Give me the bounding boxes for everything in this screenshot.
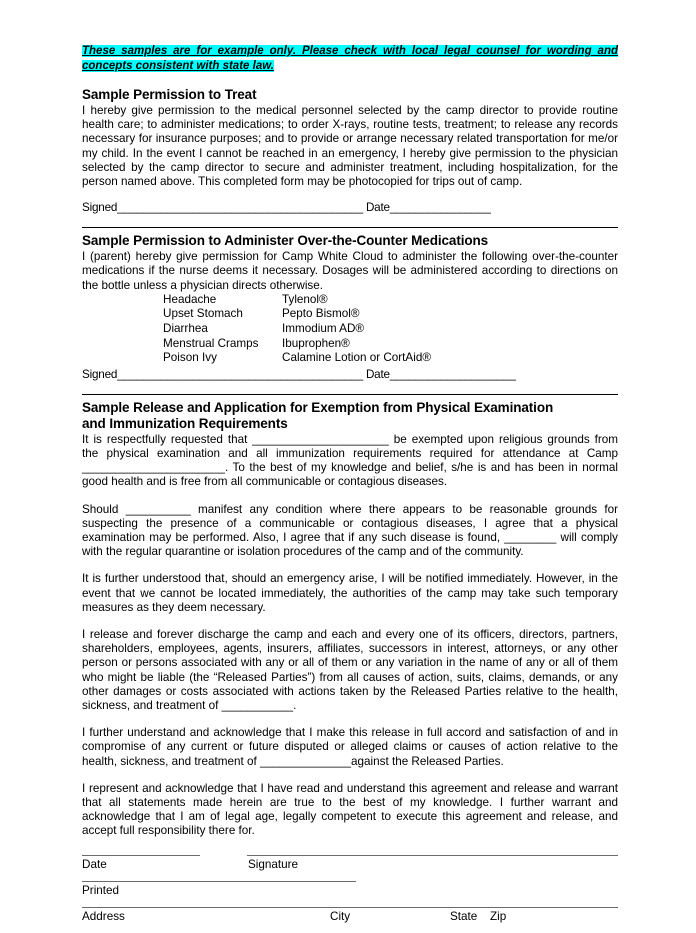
signature-field-line[interactable]: [247, 855, 618, 856]
medication-ailment: Headache: [163, 292, 217, 306]
signature-row-date: [82, 855, 618, 881]
section-title-permission-to-treat: Sample Permission to Treat: [82, 87, 257, 102]
date-field-line[interactable]: [82, 855, 200, 856]
table-row: [163, 351, 431, 366]
printed-field-line[interactable]: [82, 881, 356, 882]
section-divider-2: [82, 394, 618, 395]
printed-label: Printed: [82, 883, 120, 897]
section-divider-1: [82, 227, 618, 228]
medication-ailment: Menstrual Cramps: [163, 336, 259, 350]
medication-brand: Pepto Bismol®: [282, 307, 360, 321]
signature-row-printed: [82, 881, 618, 907]
section1-paragraph: I hereby give permission to the medical personnel selected by the camp director to provide routine health care; to administer medications; to order X-rays, routine tests, treatment; to release any records necessary for insurance purposes; and to provide or arrange necessary related transportation for me/or my child. In the event I cannot be reached in an emergency, I hereby give permission to the physician selected by the camp director to secure and administer treatment, including hospitalization, for the person named above. This completed form may be photocopied for trips out of camp.: [82, 104, 618, 189]
table-row: [163, 307, 431, 322]
medication-ailment: Diarrhea: [163, 322, 208, 336]
state-label: State: [450, 909, 478, 923]
medication-table: [163, 293, 431, 366]
address-label: Address: [82, 909, 125, 923]
legal-notice-banner: [82, 44, 618, 73]
medication-ailment: Poison Ivy: [163, 351, 217, 365]
table-row: [163, 322, 431, 337]
zip-label: Zip: [490, 909, 507, 923]
section1-signature-line[interactable]: Signed_______________________________________ Date________________: [82, 201, 491, 215]
section2-signature-line[interactable]: Signed_______________________________________ Date____________________: [82, 367, 516, 381]
address-field-line[interactable]: [82, 907, 618, 908]
section-title-exemption-release: [82, 400, 618, 432]
medication-brand: Immodium AD®: [282, 322, 365, 336]
signature-label: Signature: [248, 857, 299, 871]
signature-block: [82, 855, 618, 933]
table-row: [163, 293, 431, 308]
signature-row-address: [82, 907, 618, 933]
medication-brand: Ibuprophen®: [282, 336, 350, 350]
legal-notice-text: These samples are for example only. Please check with local legal counsel for wording and concepts consistent with state law.: [82, 45, 618, 72]
section3-paragraph-2: Should __________ manifest any condition where there appears to be reasonable grounds for suspecting the presence of a communicable or contagious diseases, I agree that a physical examination may be performed. Also, I agree that if any such disease is found, ________ will comply with the regular quarantine or isolation procedures of the camp and of the community.: [82, 502, 618, 559]
section3-paragraph-1: It is respectfully requested that _____________________ be exempted upon religious grounds from the physical examination and all immunization requirements required for attendance at Camp ______________________. To the best of my knowledge and belief, s/he is and has been in normal good health and is free from all communicable or contagious diseases.: [82, 432, 618, 489]
section2-paragraph: I (parent) hereby give permission for Camp White Cloud to administer the following over-the-counter medications if the nurse deems it necessary. Dosages will be administered according to directions on the bottle unless a physician directs otherwise.: [82, 250, 618, 292]
medication-brand: Tylenol®: [282, 292, 328, 306]
section-title-otc-medications: Sample Permission to Administer Over-the-Counter Medications: [82, 233, 489, 249]
section3-title-line1: Sample Release and Application for Exemption from Physical Examination: [82, 399, 554, 415]
table-row: [163, 337, 431, 352]
city-label: City: [330, 909, 351, 923]
document-content: [82, 44, 618, 933]
medication-brand: Calamine Lotion or CortAid®: [282, 351, 431, 365]
section3-paragraph-6: I represent and acknowledge that I have read and understand this agreement and release and warrant that all statements made herein are true to the best of my knowledge. I further warrant and acknowledge that I am of legal age, legally competent to execute this agreement and release, and accept full responsibility there for.: [82, 781, 618, 838]
section3-title-line2: and Immunization Requirements: [82, 415, 288, 431]
section3-paragraph-5: I further understand and acknowledge that I make this release in full accord and satisfaction of and in compromise of any current or future disputed or alleged claims or causes of action relative to the health, sickness, and treatment of ______________against the Released Parties.: [82, 726, 618, 768]
section3-paragraph-4: I release and forever discharge the camp and each and every one of its officers, directors, partners, shareholders, employees, agents, insurers, affiliates, successors in interest, attorneys, or any other person or persons associated with any or all of them or any variation in the name of any or all of them who might be liable (the “Released Parties”) from all causes of action, suits, claims, demands, or any other damages or costs associated with actions taken by the Released Parties relative to the health, sickness, and treatment of ___________.: [82, 628, 618, 713]
section3-paragraph-3: It is further understood that, should an emergency arise, I will be notified immediately. However, in the event that we cannot be located immediately, the authorities of the camp may take such temporary measures as they deem necessary.: [82, 572, 618, 614]
date-label: Date: [82, 857, 107, 871]
medication-ailment: Upset Stomach: [163, 307, 243, 321]
